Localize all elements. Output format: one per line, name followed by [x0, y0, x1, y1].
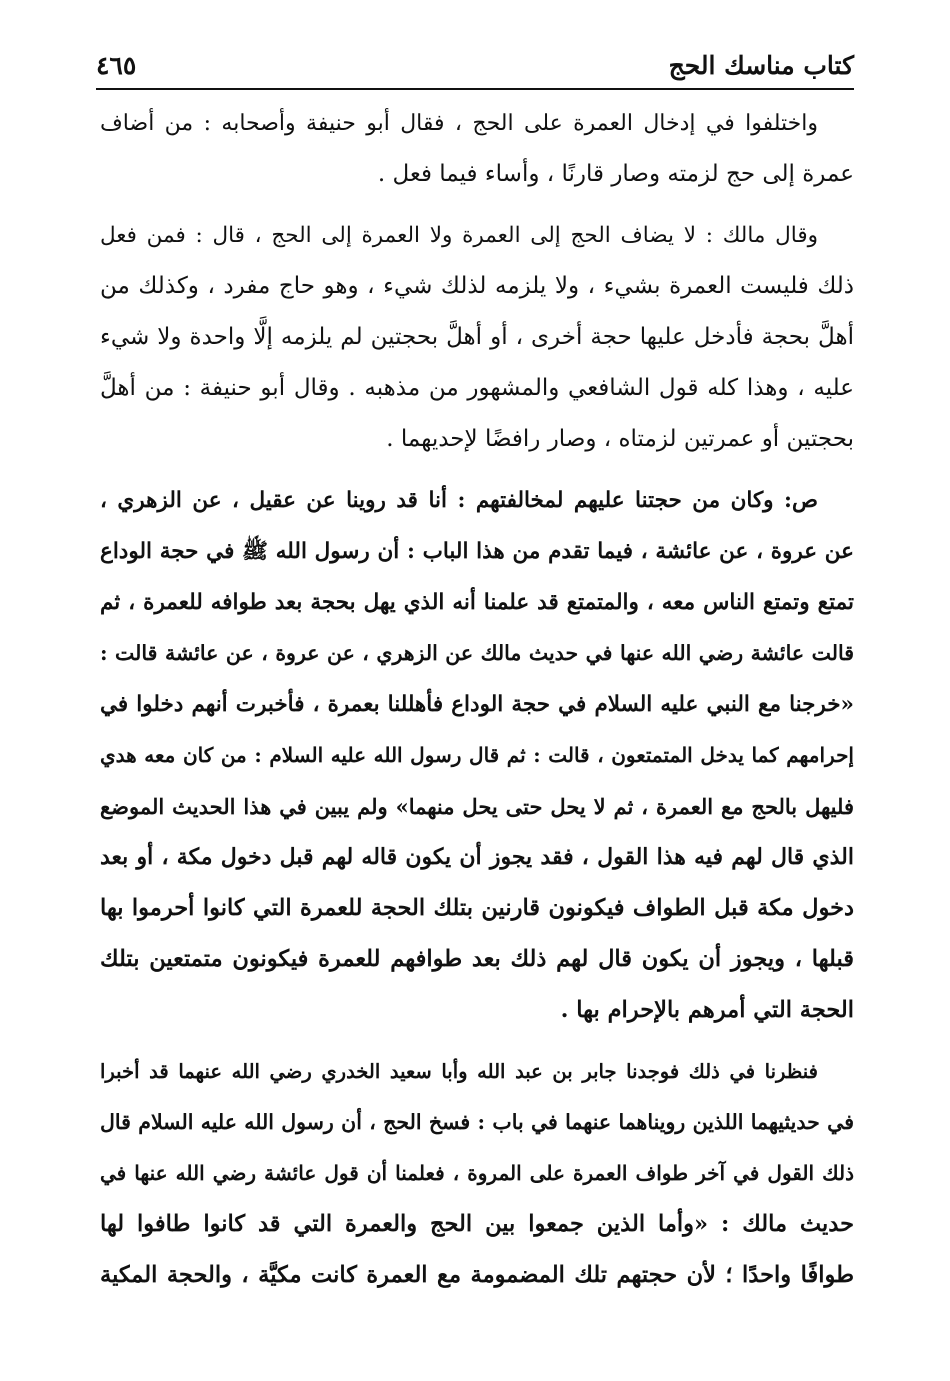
- paragraph: [100, 475, 854, 1036]
- paragraph: [100, 1046, 854, 1301]
- page-header: [96, 30, 854, 90]
- text-line: ص: وكان من حجتنا عليهم لمخالفتهم : أنا قد روينا عن عقيل ، عن الزهري ،: [100, 488, 818, 513]
- text-line: عمرة إلى حج لزمته وصار قارنًا ، وأساء فيما فعل .: [377, 161, 854, 187]
- text-line: فليهل بالحج مع العمرة ، ثم لا يحل حتى يحل منهما» ولم يبين في هذا الحديث الموضع: [100, 794, 854, 819]
- text-line: وقال مالك : لا يضاف الحج إلى العمرة ولا العمرة إلى الحج ، قال : فمن فعل: [100, 223, 818, 248]
- page-number: ٤٦٥: [96, 51, 137, 80]
- text-line: عن عروة ، عن عائشة ، فيما تقدم من هذا الباب : أن رسول الله ﷺ في حجة الوداع: [100, 539, 854, 564]
- text-line: تمتع وتمتع الناس معه ، والمتمتع قد علمنا أنه الذي يهل بحجة بعد طوافه للعمرة ، ثم: [100, 590, 854, 615]
- text-line: في حديثيهما اللذين رويناهما عنهما في باب : فسخ الحج ، أن رسول الله عليه السلام قال: [100, 1110, 854, 1134]
- text-line: إحرامهم كما يدخل المتمتعون ، قالت : ثم قال رسول الله عليه السلام : من كان معه هدي: [100, 743, 854, 767]
- text-line: عليه ، وهذا كله قول الشافعي والمشهور من مذهبه . وقال أبو حنيفة : من أهلَّ: [100, 375, 854, 401]
- text-line: قبلها ، ويجوز أن يكون قال لهم ذلك بعد طوافهم للعمرة فيكونون متمتعين بتلك: [100, 946, 854, 972]
- page-body: [100, 98, 854, 1301]
- text-line: طوافًا واحدًا ؛ لأن حجتهم تلك المضمومة مع العمرة كانت مكيَّة ، والحجة المكية: [100, 1262, 854, 1288]
- paragraph: [100, 98, 854, 200]
- text-line: حديث مالك : «وأما الذين جمعوا بين الحج والعمرة التي قد كانوا طافوا لها: [100, 1211, 854, 1237]
- text-line: الذي قال لهم فيه هذا القول ، فقد يجوز أن يكون قاله لهم قبل دخول مكة ، أو بعد: [100, 844, 854, 870]
- text-line: قالت عائشة رضي الله عنها في حديث مالك عن الزهري ، عن عروة ، عن عائشة قالت :: [100, 641, 854, 665]
- text-line: فنظرنا في ذلك فوجدنا جابر بن عبد الله وأبا سعيد الخدري رضي الله عنهما قد أخبرا: [100, 1060, 818, 1083]
- text-line: واختلفوا في إدخال العمرة على الحج ، فقال أبو حنيفة وأصحابه : من أضاف: [100, 111, 818, 136]
- text-line: الحجة التي أمرهم بالإحرام بها .: [560, 997, 854, 1023]
- text-line: ذلك فليست العمرة بشيء ، ولا يلزمه لذلك شيء ، وهو حاج مفرد ، وكذلك من: [100, 273, 854, 299]
- text-line: «خرجنا مع النبي عليه السلام في حجة الوداع فأهللنا بعمرة ، فأخبرت أنهم دخلوا في: [100, 692, 854, 717]
- text-line: بحجتين أو عمرتين لزمتاه ، وصار رافضًا لإحديهما .: [386, 426, 854, 452]
- paragraph: [100, 210, 854, 465]
- text-line: دخول مكة قبل الطواف فيكونون قارنين بتلك الحجة للعمرة التي كانوا أحرموا بها: [100, 895, 854, 921]
- text-line: أهلَّ بحجة فأدخل عليها حجة أخرى ، أو أهلَّ بحجتين لم يلزمه إلَّا واحدة ولا شيء: [100, 324, 854, 350]
- running-head: كتاب مناسك الحج: [668, 51, 854, 80]
- text-line: ذلك القول في آخر طواف العمرة على المروة ، فعلمنا أن قول عائشة رضي الله عنها في: [100, 1161, 854, 1185]
